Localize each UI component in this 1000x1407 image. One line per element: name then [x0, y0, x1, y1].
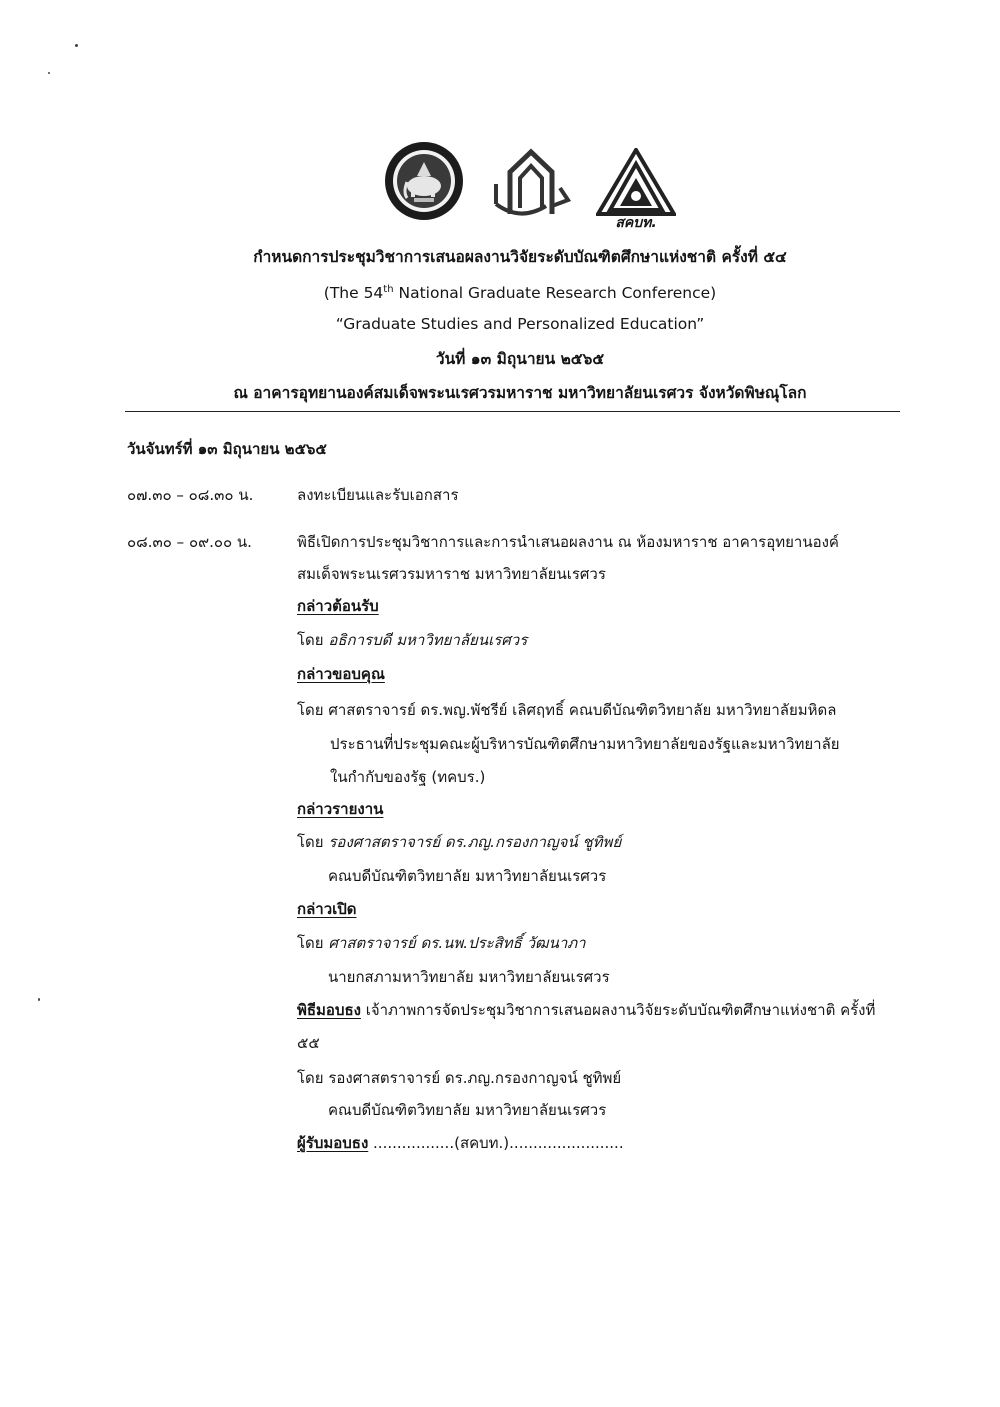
by-label: โดย	[297, 631, 324, 649]
conference-title-thai: กำหนดการประชุมวิชาการเสนอผลงานวิจัยระดับบัณฑิตศึกษาแห่งชาติ ครั้งที่ ๕๔	[253, 248, 787, 266]
scan-speck	[48, 72, 50, 74]
flag-receiver	[297, 1131, 624, 1155]
opening-person: ศาสตราจารย์ ดร.นพ.ประสิทธิ์ วัฒนาภา	[328, 934, 586, 952]
conference-theme: “Graduate Studies and Personalized Education”	[335, 315, 705, 333]
receiver-text: .................(สคบท.)........................	[368, 1134, 624, 1152]
thanks-heading: กล่าวขอบคุณ	[297, 665, 385, 683]
report-speaker	[297, 830, 621, 854]
thanks-line1: โดย ศาสตราจารย์ ดร.พญ.พัชรีย์ เลิศฤทธิ์ คณบดีบัณฑิตวิทยาลัย มหาวิทยาลัยมหิดล	[297, 701, 837, 719]
opening-speaker	[297, 931, 586, 955]
slot1-time: ๐๗.๓๐ – ๐๘.๓๐ น.	[127, 486, 254, 504]
slot1-text: ลงทะเบียนและรับเอกสาร	[297, 486, 459, 504]
conference-date: วันที่ ๑๓ มิถุนายน ๒๕๖๕	[435, 350, 605, 368]
slot2-line1: พิธีเปิดการประชุมวิชาการและการนำเสนอผลงาน ณ ห้องมหาราช อาคารอุทยานองค์	[297, 533, 839, 551]
slot2-time: ๐๘.๓๐ – ๐๙.๐๐ น.	[127, 533, 252, 551]
report-person: รองศาสตราจารย์ ดร.ภญ.กรองกาญจน์ ชูทิพย์	[328, 833, 622, 851]
title-prefix: (The 54	[323, 284, 384, 303]
flag-line4: คณบดีบัณฑิตวิทยาลัย มหาวิทยาลัยนเรศวร	[328, 1101, 607, 1119]
welcome-speaker	[297, 628, 527, 652]
thanks-line2: ประธานที่ประชุมคณะผู้บริหารบัณฑิตศึกษามหาวิทยาลัยของรัฐและมหาวิทยาลัย	[330, 735, 840, 753]
report-line2: คณบดีบัณฑิตวิทยาลัย มหาวิทยาลัยนเรศวร	[328, 867, 607, 885]
logo-row	[0, 140, 1000, 240]
flag-heading: พิธีมอบธง	[297, 1001, 361, 1019]
welcome-heading: กล่าวต้อนรับ	[297, 597, 379, 615]
welcome-person: อธิการบดี มหาวิทยาลัยนเรศวร	[328, 631, 528, 649]
scan-speck	[75, 44, 78, 47]
skbt-logo-text: สคบท.	[615, 215, 657, 231]
by-label: โดย	[297, 833, 324, 851]
report-heading: กล่าวรายงาน	[297, 800, 384, 818]
title-suffix: National Graduate Research Conference)	[393, 284, 717, 303]
opening-heading: กล่าวเปิด	[297, 900, 357, 918]
receiver-heading: ผู้รับมอบธง	[297, 1134, 369, 1152]
slot2-line2: สมเด็จพระนเรศวรมหาราช มหาวิทยาลัยนเรศวร	[297, 565, 606, 583]
title-ordinal-suffix: th	[383, 284, 394, 295]
header-divider	[125, 411, 900, 412]
flag-ceremony-line1	[297, 998, 875, 1022]
university-seal-logo	[383, 140, 465, 222]
graduate-school-logo	[490, 144, 572, 224]
by-label: โดย	[297, 934, 324, 952]
conference-title-english	[120, 284, 920, 302]
conference-venue: ณ อาคารอุทยานองค์สมเด็จพระนเรศวรมหาราช มหาวิทยาลัยนเรศวร จังหวัดพิษณุโลก	[233, 384, 807, 402]
skbt-triangle-logo	[596, 148, 676, 218]
schedule-day: วันจันทร์ที่ ๑๓ มิถุนายน ๒๕๖๕	[127, 440, 327, 458]
flag-text: เจ้าภาพการจัดประชุมวิชาการเสนอผลงานวิจัยระดับบัณฑิตศึกษาแห่งชาติ ครั้งที่	[360, 1001, 876, 1019]
thanks-line3: ในกำกับของรัฐ (ทคบร.)	[330, 768, 486, 786]
opening-line2: นายกสภามหาวิทยาลัย มหาวิทยาลัยนเรศวร	[328, 968, 610, 986]
flag-line3: โดย รองศาสตราจารย์ ดร.ภญ.กรองกาญจน์ ชูทิพย์	[297, 1069, 622, 1087]
flag-line2: ๕๕	[297, 1034, 320, 1052]
scan-speck	[38, 998, 40, 1001]
